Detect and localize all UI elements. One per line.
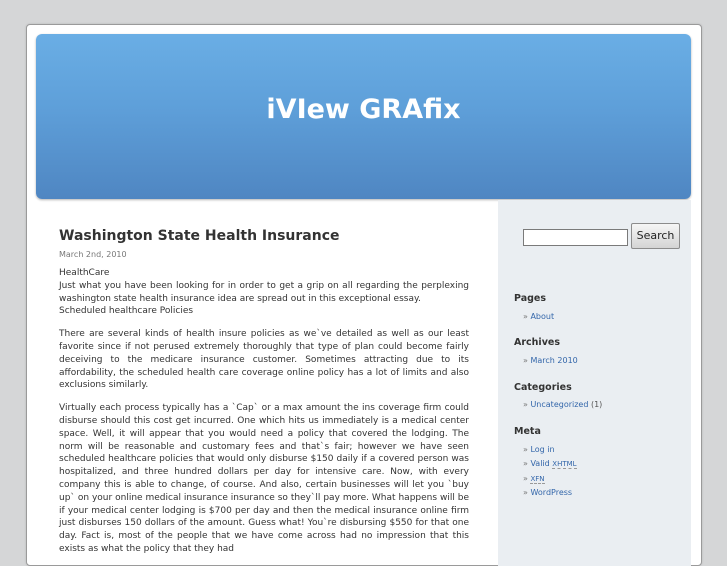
- sidebar-item-category[interactable]: [523, 400, 602, 409]
- search-input[interactable]: [523, 229, 628, 246]
- bullet-icon: »: [523, 400, 528, 409]
- meta-widget-title: Meta: [514, 426, 541, 437]
- site-title[interactable]: iVIew GRAfix: [266, 94, 461, 125]
- bullet-icon: »: [523, 312, 528, 321]
- intro-subheading: Scheduled healthcare Policies: [59, 306, 194, 317]
- post-title[interactable]: Washington State Health Insurance: [59, 228, 340, 244]
- sidebar-item-xfn[interactable]: [523, 474, 545, 483]
- sidebar-item-valid-xhtml[interactable]: [523, 459, 577, 468]
- archive-link[interactable]: March 2010: [530, 356, 578, 365]
- archives-widget-title: Archives: [514, 337, 560, 348]
- intro-text: Just what you have been looking for in order to get a grip on all regarding the perplexing washington state health insurance idea are spread out in this exceptional essay.: [59, 280, 469, 304]
- site-header: [36, 34, 691, 199]
- xfn-link[interactable]: [530, 474, 544, 483]
- sidebar-item-login[interactable]: [523, 445, 555, 454]
- bullet-icon: »: [523, 445, 528, 454]
- bullet-icon: »: [523, 474, 528, 483]
- category-count: (1): [590, 400, 603, 409]
- search-button[interactable]: Search: [631, 223, 680, 249]
- post-paragraph: There are several kinds of health insure policies as we`ve detailed as well as our least favorite since if not perused extremely thoroughly that type of plan could become fairly deceiving to the medicare insurance customer. Sometimes attracting due to its affordability, the scheduled health care coverage online policy has a lot of limits and also exclusions similarly.: [59, 329, 469, 391]
- post-entry: [59, 267, 469, 556]
- valid-label: Valid: [530, 459, 550, 468]
- post-paragraph: Virtually each process typically has a `Cap` or a max amount the ins coverage firm could disburse should this cost get incurred. One which hits us immediately is a medical center space. Well, it will appear that you would need a policy that covered the lodging. The norm will be reasonable and customary fees and that`s fair; however we have seen scheduled healthcare policies that would only disburse $150 daily if a covered person was hospitalized, and three hundred dollars per day for intensive care. Now, with every company this is able to change, of course. And also, certain businesses will let you `buy up` on your online medical insurance insurance so they`ll pay more. What happens will be if your medical center lodging is $700 per day and then the medical insurance online firm just disburses 150 dollars of the amount. Guess what! You`re disbursing $550 for that one day. Fact is, most of the people that we have come across had no impression that this exists as what the policy that they had: [59, 403, 469, 554]
- main-content: [59, 228, 469, 566]
- sidebar: [498, 200, 691, 566]
- bullet-icon: »: [523, 459, 528, 468]
- xfn-abbr: XFN: [530, 475, 545, 483]
- wordpress-link[interactable]: WordPress: [530, 488, 573, 497]
- login-link[interactable]: Log in: [530, 445, 555, 454]
- intro-paragraph: [59, 267, 469, 318]
- sidebar-item-about[interactable]: [523, 312, 554, 321]
- page-link[interactable]: About: [530, 312, 555, 321]
- intro-heading: HealthCare: [59, 268, 110, 278]
- bullet-icon: »: [523, 488, 528, 497]
- page-container: [26, 24, 702, 566]
- sidebar-item-archive[interactable]: [523, 356, 578, 365]
- xhtml-abbr: XHTML: [552, 460, 577, 468]
- post-date: March 2nd, 2010: [59, 250, 127, 259]
- pages-widget-title: Pages: [514, 293, 547, 304]
- category-link[interactable]: Uncategorized: [530, 400, 589, 409]
- valid-xhtml-link[interactable]: [530, 459, 576, 468]
- bullet-icon: »: [523, 356, 528, 365]
- sidebar-item-wordpress[interactable]: [523, 488, 572, 497]
- categories-widget-title: Categories: [514, 382, 572, 393]
